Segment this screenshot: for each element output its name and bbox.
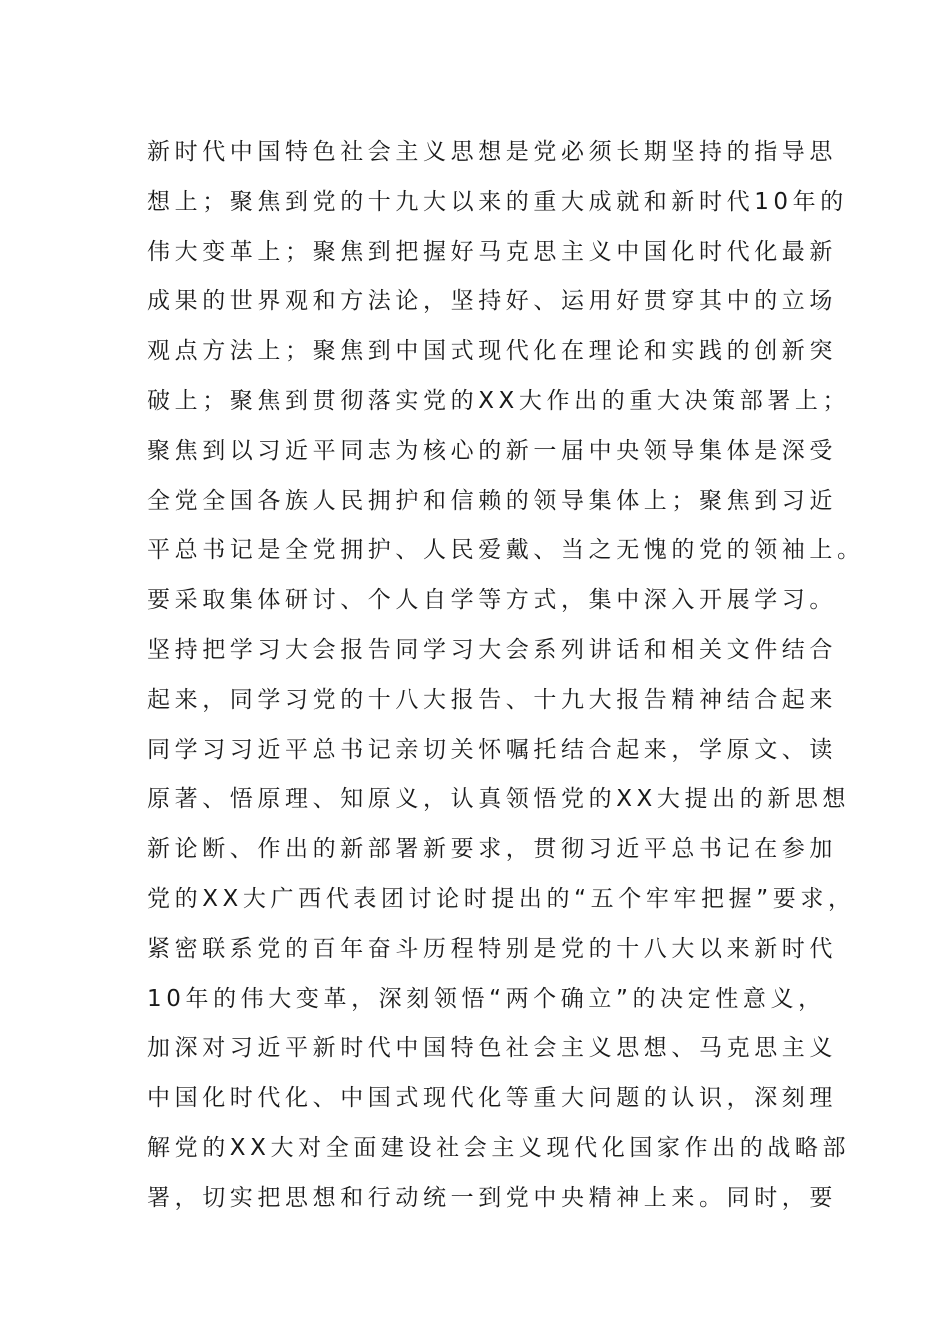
text-line: 新时代中国特色社会主义思想是党必须长期坚持的指导思	[147, 139, 837, 165]
text-line: 坚持把学习大会报告同学习大会系列讲话和相关文件结合	[147, 636, 837, 663]
text-line: 新论断、作出的新部署新要求，贯彻习近平总书记在参加	[147, 836, 837, 863]
text-line: 伟大变革上；聚焦到把握好马克思主义中国化时代化最新	[147, 238, 837, 265]
text-line: 加深对习近平新时代中国特色社会主义思想、马克思主义	[147, 1035, 837, 1062]
text-line: 起来，同学习党的十八大报告、十九大报告精神结合起来	[147, 686, 837, 713]
text-line: 观点方法上；聚焦到中国式现代化在理论和实践的创新突	[147, 338, 837, 365]
text-line: 署，切实把思想和行动统一到党中央精神上来。同时，要	[147, 1184, 837, 1211]
text-line: 要采取集体研讨、个人自学等方式，集中深入开展学习。	[147, 587, 837, 614]
text-line: 紧密联系党的百年奋斗历程特别是党的十八大以来新时代	[147, 935, 837, 962]
body-text	[147, 128, 865, 1224]
text-line: 成果的世界观和方法论，坚持好、运用好贯穿其中的立场	[147, 288, 837, 315]
text-line: 同学习习近平总书记亲切关怀嘱托结合起来，学原文、读	[147, 736, 837, 763]
text-line: 原著、悟原理、知原义，认真领悟党的XX大提出的新思想	[147, 786, 851, 813]
text-line: 想上；聚焦到党的十九大以来的重大成就和新时代10年的	[147, 188, 848, 215]
text-line: 破上；聚焦到贯彻落实党的XX大作出的重大决策部署上；	[147, 387, 851, 414]
text-line: 党的XX大广西代表团讨论时提出的“五个牢牢把握”要求，	[147, 885, 856, 912]
text-line: 解党的XX大对全面建设社会主义现代化国家作出的战略部	[147, 1134, 851, 1161]
text-line: 中国化时代化、中国式现代化等重大问题的认识，深刻理	[147, 1085, 837, 1112]
text-line: 全党全国各族人民拥护和信赖的领导集体上；聚焦到习近	[147, 487, 837, 514]
text-line: 10年的伟大变革，深刻领悟“两个确立”的决定性意义，	[147, 985, 826, 1012]
text-line: 聚焦到以习近平同志为核心的新一届中央领导集体是深受	[147, 437, 837, 464]
text-line: 平总书记是全党拥护、人民爱戴、当之无愧的党的领袖上。	[147, 537, 865, 564]
